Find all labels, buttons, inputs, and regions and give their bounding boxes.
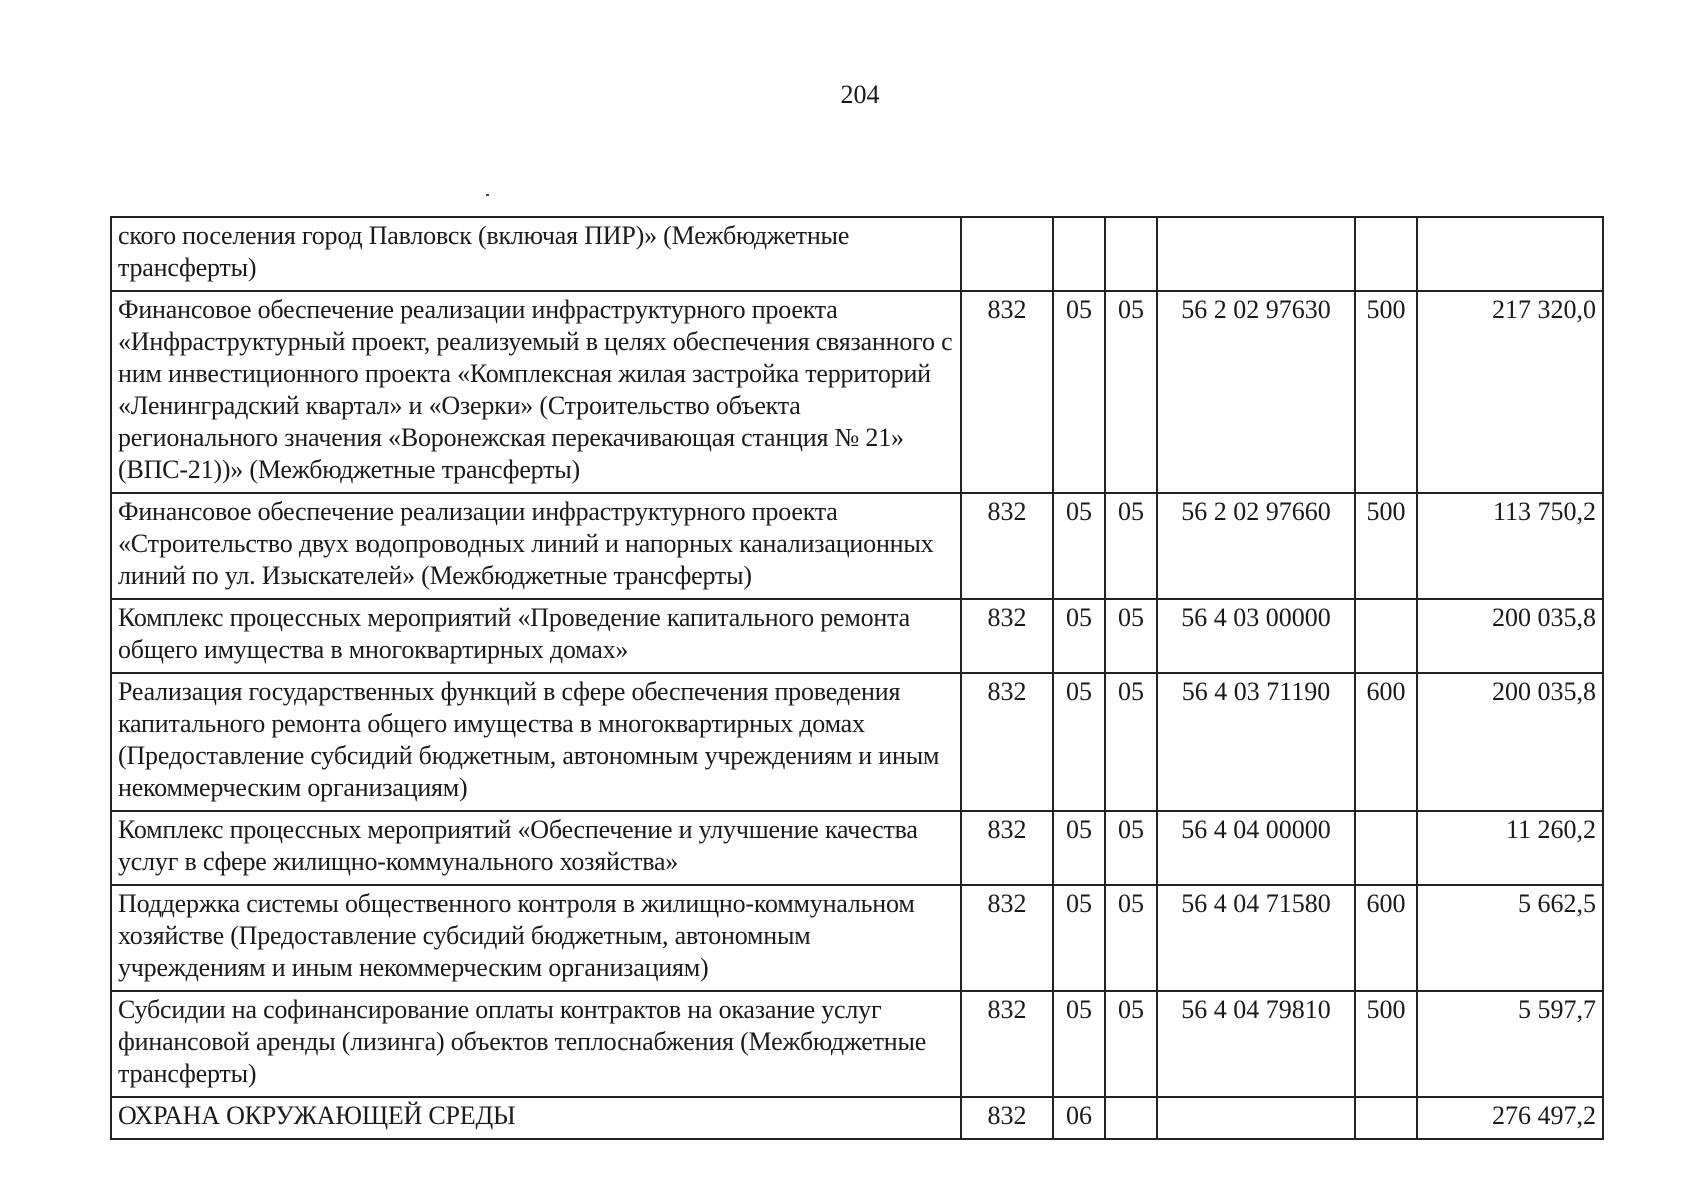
grbs-code: 832 xyxy=(961,991,1053,1097)
table-row xyxy=(111,673,1603,811)
expense-type-code: 500 xyxy=(1355,291,1417,493)
grbs-code: 832 xyxy=(961,673,1053,811)
subsection-code: 05 xyxy=(1105,599,1157,673)
row-description: Комплекс процессных мероприятий «Проведение капитального ремонта общего имущества в многоквартирных домах» xyxy=(111,599,961,673)
amount: 11 260,2 xyxy=(1417,811,1603,885)
table-row xyxy=(111,1097,1603,1139)
expense-type-code: 600 xyxy=(1355,673,1417,811)
amount: 113 750,2 xyxy=(1417,493,1603,599)
expense-type-code xyxy=(1355,217,1417,291)
target-article-code: 56 4 03 00000 xyxy=(1157,599,1355,673)
row-description: Комплекс процессных мероприятий «Обеспечение и улучшение качества услуг в сфере жилищно-коммунального хозяйства» xyxy=(111,811,961,885)
section-code: 05 xyxy=(1053,493,1105,599)
table-row xyxy=(111,493,1603,599)
expense-type-code xyxy=(1355,811,1417,885)
table-row xyxy=(111,885,1603,991)
section-code: 05 xyxy=(1053,991,1105,1097)
grbs-code: 832 xyxy=(961,811,1053,885)
row-description: Финансовое обеспечение реализации инфраструктурного проекта «Строительство двух водопроводных линий и напорных канализационных линий по ул. Изыскателей» (Межбюджетные трансферты) xyxy=(111,493,961,599)
amount xyxy=(1417,217,1603,291)
expense-type-code xyxy=(1355,1097,1417,1139)
subsection-code: 05 xyxy=(1105,811,1157,885)
subsection-code: 05 xyxy=(1105,673,1157,811)
section-code: 05 xyxy=(1053,673,1105,811)
amount: 200 035,8 xyxy=(1417,673,1603,811)
section-code: 06 xyxy=(1053,1097,1105,1139)
scan-speck xyxy=(486,194,489,196)
target-article-code: 56 4 04 79810 xyxy=(1157,991,1355,1097)
target-article-code: 56 4 03 71190 xyxy=(1157,673,1355,811)
row-description: Поддержка системы общественного контроля в жилищно-коммунальном хозяйстве (Предоставление субсидий бюджетным, автономным учреждениям и иным некоммерческим организациям) xyxy=(111,885,961,991)
row-description: ОХРАНА ОКРУЖАЮЩЕЙ СРЕДЫ xyxy=(111,1097,961,1139)
subsection-code: 05 xyxy=(1105,991,1157,1097)
section-code: 05 xyxy=(1053,885,1105,991)
amount: 200 035,8 xyxy=(1417,599,1603,673)
target-article-code: 56 4 04 00000 xyxy=(1157,811,1355,885)
section-code: 05 xyxy=(1053,599,1105,673)
section-code: 05 xyxy=(1053,811,1105,885)
grbs-code xyxy=(961,217,1053,291)
target-article-code xyxy=(1157,217,1355,291)
expense-type-code: 500 xyxy=(1355,991,1417,1097)
subsection-code: 05 xyxy=(1105,493,1157,599)
subsection-code: 05 xyxy=(1105,885,1157,991)
page-number: 204 xyxy=(840,80,880,109)
amount: 217 320,0 xyxy=(1417,291,1603,493)
table-row xyxy=(111,217,1603,291)
subsection-code: 05 xyxy=(1105,291,1157,493)
row-description: Реализация государственных функций в сфере обеспечения проведения капитального ремонта общего имущества в многоквартирных домах (Предоставление субсидий бюджетным, автономным учреждениям и иным некоммерческим организациям) xyxy=(111,673,961,811)
amount: 5 662,5 xyxy=(1417,885,1603,991)
target-article-code: 56 2 02 97630 xyxy=(1157,291,1355,493)
row-description: Финансовое обеспечение реализации инфраструктурного проекта «Инфраструктурный проект, реализуемый в целях обеспечения связанного с ним инвестиционного проекта «Комплексная жилая застройка территорий «Ленинградский квартал» и «Озерки» (Строительство объекта регионального значения «Воронежская перекачивающая станция № 21» (ВПС-21))» (Межбюджетные трансферты) xyxy=(111,291,961,493)
amount: 5 597,7 xyxy=(1417,991,1603,1097)
subsection-code xyxy=(1105,217,1157,291)
grbs-code: 832 xyxy=(961,291,1053,493)
table-row xyxy=(111,811,1603,885)
subsection-code xyxy=(1105,1097,1157,1139)
expense-type-code: 600 xyxy=(1355,885,1417,991)
target-article-code: 56 2 02 97660 xyxy=(1157,493,1355,599)
grbs-code: 832 xyxy=(961,493,1053,599)
expense-type-code: 500 xyxy=(1355,493,1417,599)
section-code xyxy=(1053,217,1105,291)
table-row xyxy=(111,991,1603,1097)
expense-type-code xyxy=(1355,599,1417,673)
grbs-code: 832 xyxy=(961,599,1053,673)
target-article-code xyxy=(1157,1097,1355,1139)
amount: 276 497,2 xyxy=(1417,1097,1603,1139)
table-row xyxy=(111,599,1603,673)
grbs-code: 832 xyxy=(961,1097,1053,1139)
row-description: Субсидии на софинансирование оплаты контрактов на оказание услуг финансовой аренды (лизинга) объектов теплоснабжения (Межбюджетные трансферты) xyxy=(111,991,961,1097)
budget-table xyxy=(110,216,1604,1140)
section-code: 05 xyxy=(1053,291,1105,493)
row-description: ского поселения город Павловск (включая ПИР)» (Межбюджетные трансферты) xyxy=(111,217,961,291)
table-row xyxy=(111,291,1603,493)
grbs-code: 832 xyxy=(961,885,1053,991)
target-article-code: 56 4 04 71580 xyxy=(1157,885,1355,991)
